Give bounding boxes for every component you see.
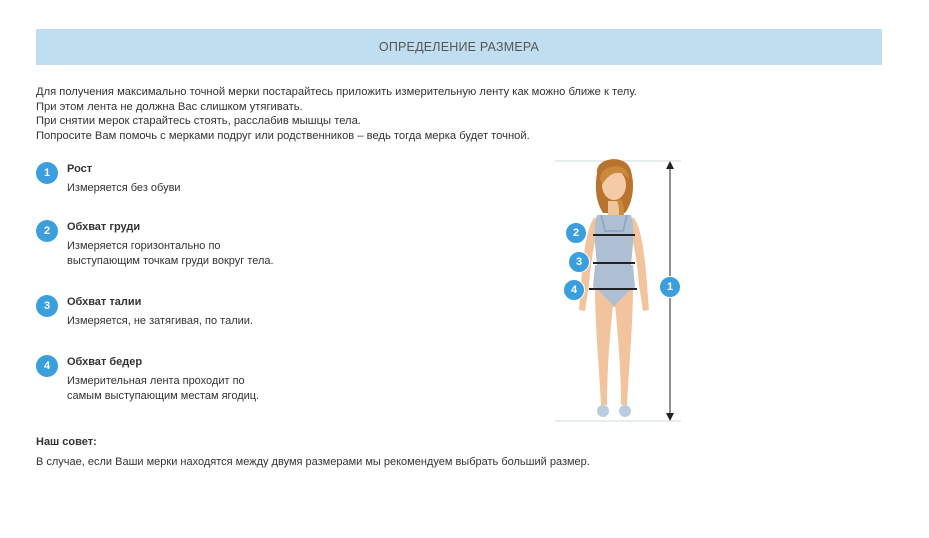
measurement-desc-line: Измеряется горизонтально по xyxy=(67,240,221,252)
number-badge: 3 xyxy=(36,295,58,317)
marker-chest: 2 xyxy=(565,222,587,244)
marker-hips: 4 xyxy=(563,279,585,301)
measurement-desc xyxy=(67,181,181,196)
intro-line: Попросите Вам помочь с мерками подруг или родственников – ведь тогда мерка будет точной. xyxy=(36,129,530,142)
intro-line: Для получения максимально точной мерки постарайтесь приложить измерительную ленту как можно ближе к телу. xyxy=(36,86,637,98)
measurement-desc-line: самым выступающим местам ягодиц. xyxy=(67,389,260,402)
tip-text: В случае, если Ваши мерки находятся между двумя размерами мы рекомендуем выбрать больший размер. xyxy=(36,456,590,468)
measurement-title: Обхват груди xyxy=(67,221,141,233)
body-figure-illustration xyxy=(545,155,695,430)
measurement-desc-line: выступающим точкам груди вокруг тела. xyxy=(67,254,274,267)
number-badge: 1 xyxy=(36,162,58,184)
measurement-desc-line: Измеряется без обуви xyxy=(67,182,181,194)
measurement-desc xyxy=(67,239,274,268)
measurement-title: Обхват бедер xyxy=(67,356,143,368)
measurement-desc-line: Измерительная лента проходит по xyxy=(67,375,245,387)
intro-line: При этом лента не должна Вас слишком утягивать. xyxy=(36,100,303,113)
intro-line: При снятии мерок старайтесь стоять, расслабив мышцы тела. xyxy=(36,115,361,127)
measurement-desc xyxy=(67,314,253,329)
marker-height: 1 xyxy=(659,276,681,298)
number-badge: 4 xyxy=(36,355,58,377)
measurement-title: Рост xyxy=(67,163,93,175)
page-title: ОПРЕДЕЛЕНИЕ РАЗМЕРА xyxy=(378,40,540,54)
marker-waist: 3 xyxy=(568,251,590,273)
tip-title: Наш совет: xyxy=(36,436,97,448)
number-badge: 2 xyxy=(36,220,58,242)
measurement-desc xyxy=(67,374,259,403)
measurement-title: Обхват талии xyxy=(67,296,142,308)
intro-text xyxy=(36,85,736,143)
measurement-desc-line: Измеряется, не затягивая, по талии. xyxy=(67,315,253,327)
header-bar xyxy=(36,29,882,65)
